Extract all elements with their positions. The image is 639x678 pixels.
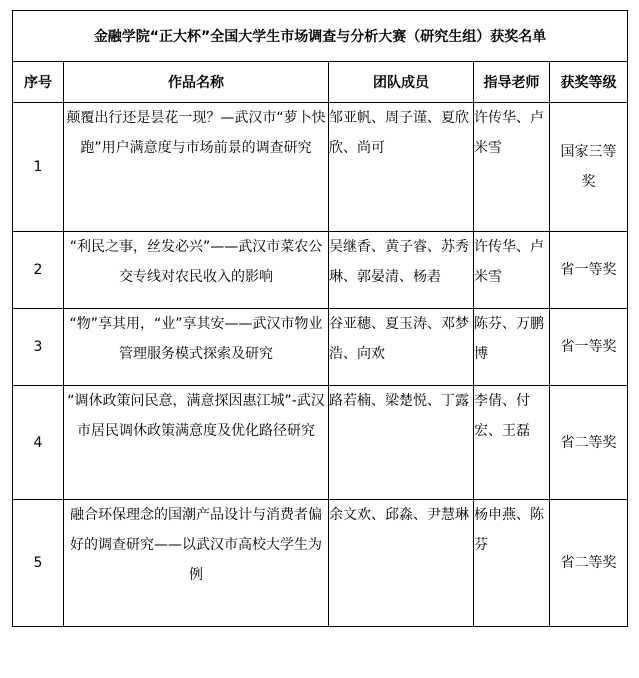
row-team: 谷亚穗、夏玉涛、邓梦浩、向欢	[329, 309, 474, 386]
header-award: 获奖等级	[550, 62, 628, 103]
row-index: 3	[13, 309, 64, 386]
row-award: 省二等奖	[550, 386, 628, 500]
table-row	[13, 103, 628, 232]
table-row	[13, 500, 628, 627]
table-row	[13, 386, 628, 500]
row-award: 省二等奖	[550, 500, 628, 627]
header-advisor: 指导老师	[474, 62, 550, 103]
row-work: 融合环保理念的国潮产品设计与消费者偏好的调查研究——以武汉市高校大学生为例	[64, 500, 329, 627]
header-team: 团队成员	[329, 62, 474, 103]
row-advisor: 陈芬、万鹏博	[474, 309, 550, 386]
header-row	[13, 62, 628, 103]
row-advisor: 杨申燕、陈芬	[474, 500, 550, 627]
row-work: “利民之事，丝发必兴”——武汉市菜农公交专线对农民收入的影响	[64, 232, 329, 309]
row-advisor: 许传华、卢米雪	[474, 103, 550, 232]
row-index: 4	[13, 386, 64, 500]
table-row	[13, 232, 628, 309]
row-team: 余文欢、邱淼、尹慧琳	[329, 500, 474, 627]
row-work: “物”享其用，“业”享其安——武汉市物业管理服务模式探索及研究	[64, 309, 329, 386]
row-work: “调休政策问民意，满意探因惠江城”-武汉市居民调休政策满意度及优化路径研究	[64, 386, 329, 500]
row-index: 5	[13, 500, 64, 627]
row-index: 1	[13, 103, 64, 232]
row-advisor: 许传华、卢米雪	[474, 232, 550, 309]
header-index: 序号	[13, 62, 64, 103]
row-award: 国家三等奖	[550, 103, 628, 232]
table-title: 金融学院“正大杯”全国大学生市场调查与分析大赛（研究生组）获奖名单	[13, 11, 628, 62]
row-team: 邹亚帆、周子谨、夏欣欣、尚可	[329, 103, 474, 232]
row-team: 路若楠、梁楚悦、丁露	[329, 386, 474, 500]
award-table	[12, 10, 628, 627]
row-work: 颠覆出行还是昙花一现？—武汉市“萝卜快跑”用户满意度与市场前景的调查研究	[64, 103, 329, 232]
row-award: 省一等奖	[550, 232, 628, 309]
row-team: 吴继香、黄子睿、苏秀琳、郭晏清、杨砉	[329, 232, 474, 309]
row-award: 省一等奖	[550, 309, 628, 386]
row-index: 2	[13, 232, 64, 309]
table-row	[13, 309, 628, 386]
row-advisor: 李倩、付宏、王磊	[474, 386, 550, 500]
header-work: 作品名称	[64, 62, 329, 103]
